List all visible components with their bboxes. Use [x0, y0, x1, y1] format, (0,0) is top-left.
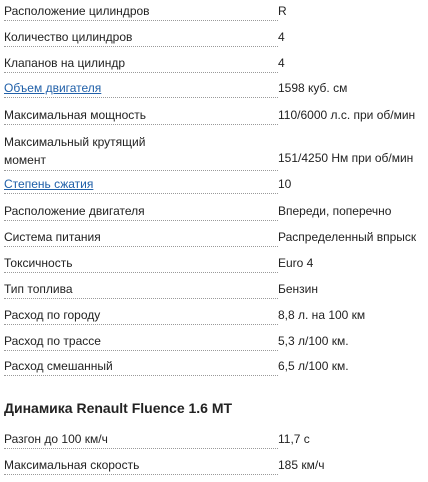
spec-label: Система питания	[4, 230, 278, 247]
spec-label-line2: момент	[4, 153, 46, 167]
spec-label: Расход по городу	[4, 308, 278, 325]
spec-label: Количество цилиндров	[4, 30, 278, 47]
spec-value: 1598 куб. см	[278, 81, 348, 95]
spec-value: R	[278, 4, 287, 18]
spec-label-line1: Максимальный крутящий	[4, 135, 146, 149]
spec-label: Максимальная мощность	[4, 108, 278, 125]
spec-value: 11,7 с	[278, 432, 310, 446]
displacement-link[interactable]: Объем двигателя	[4, 81, 102, 95]
spec-label: Расход по трассе	[4, 334, 278, 351]
section-heading-dynamics: Динамика Renault Fluence 1.6 MT	[4, 400, 233, 416]
spec-label: Токсичность	[4, 256, 278, 273]
compression-link[interactable]: Степень сжатия	[4, 177, 94, 191]
spec-label: Расположение цилиндров	[4, 4, 278, 21]
spec-value: Бензин	[278, 282, 319, 296]
spec-label: Клапанов на цилиндр	[4, 56, 278, 73]
spec-value: Распределенный впрыск	[278, 230, 417, 244]
spec-label: Расположение двигателя	[4, 204, 278, 221]
spec-value: 151/4250 Нм при об/мин	[278, 151, 414, 165]
spec-value: 5,3 л/100 км.	[278, 334, 349, 348]
spec-value: 4	[278, 56, 285, 70]
spec-value: 110/6000 л.с. при об/мин	[278, 108, 416, 122]
spec-value: 185 км/ч	[278, 458, 325, 472]
spec-value: Euro 4	[278, 256, 314, 270]
spec-label: Максимальная скорость	[4, 458, 278, 475]
spec-value: 10	[278, 177, 292, 191]
spec-label	[4, 133, 278, 171]
spec-value: Впереди, поперечно	[278, 204, 392, 218]
spec-label: Расход смешанный	[4, 359, 278, 376]
spec-label: Тип топлива	[4, 282, 278, 299]
spec-value: 4	[278, 30, 285, 44]
spec-label: Разгон до 100 км/ч	[4, 432, 278, 449]
spec-value: 6,5 л/100 км.	[278, 359, 349, 373]
spec-value: 8,8 л. на 100 км	[278, 308, 366, 322]
